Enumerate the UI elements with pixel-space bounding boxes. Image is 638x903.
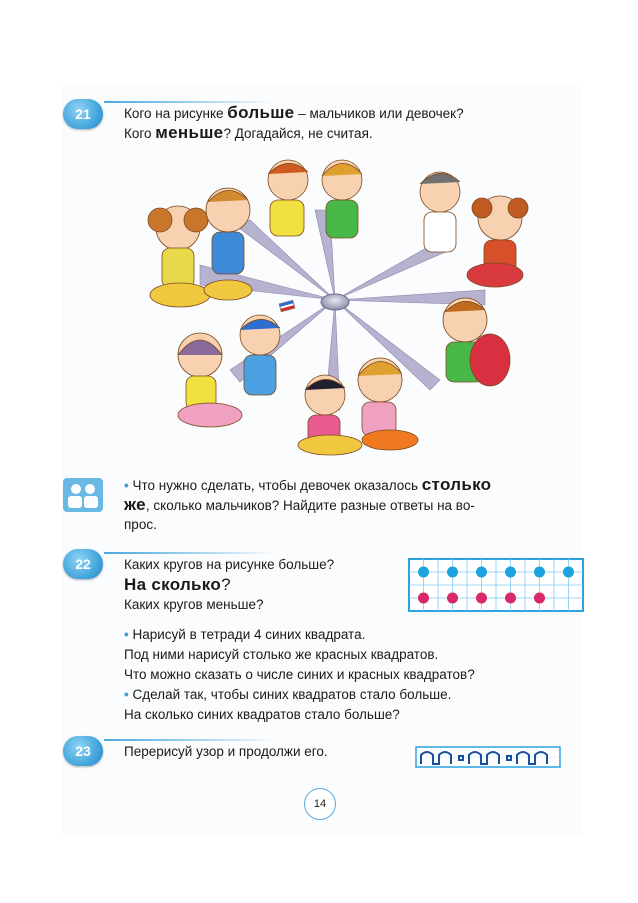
task-22-line-4: • Сделай так, чтобы синих квадратов стало больше. (124, 687, 452, 702)
discussion-line-1: • Что нужно сделать, чтобы девочек оказалось столько (124, 475, 492, 494)
task-21-question-2: Кого меньше? Догадайся, не считая. (124, 123, 373, 142)
task-22-q2: На сколько? (124, 575, 231, 594)
task-22-rule (104, 552, 274, 554)
task-23-rule (104, 739, 274, 741)
task-22-number: 22 (63, 549, 103, 579)
task-22-q1: Каких кругов на рисунке больше? (124, 557, 335, 572)
task-22-line-5: На сколько синих квадратов стало больше? (124, 707, 400, 722)
blue-circle (447, 567, 458, 578)
task-21-question: Кого на рисунке больше – мальчиков или девочек? (124, 103, 464, 122)
blue-circle (505, 567, 516, 578)
discussion-line-3: прос. (124, 517, 157, 532)
two-children-icon (63, 478, 103, 512)
discussion-line-2: же, сколько мальчиков? Найдите разные ответы на во- (124, 495, 475, 514)
circles-grid (408, 558, 584, 612)
blue-circle (563, 567, 574, 578)
task-23-number: 23 (63, 736, 103, 766)
page-number: 14 (304, 788, 336, 820)
task-21-number: 21 (63, 99, 103, 129)
task-22-line-3: Что можно сказать о числе синих и красных квадратов? (124, 667, 475, 682)
task-23-text: Перерисуй узор и продолжи его. (124, 744, 328, 759)
task-22-line-2: Под ними нарисуй столько же красных квадратов. (124, 647, 439, 662)
blue-circle (418, 567, 429, 578)
red-circle (534, 593, 545, 604)
blue-circle (534, 567, 545, 578)
task-22-q3: Каких кругов меньше? (124, 597, 264, 612)
task-22-line-1: • Нарисуй в тетради 4 синих квадрата. (124, 627, 366, 642)
word-less: меньше (155, 123, 224, 142)
red-circle (505, 593, 516, 604)
red-circle (447, 593, 458, 604)
carousel-illustration (140, 150, 530, 470)
word-more: больше (227, 103, 295, 122)
pattern-strip (415, 746, 561, 768)
blue-circle (476, 567, 487, 578)
red-circle (418, 593, 429, 604)
red-circle (476, 593, 487, 604)
